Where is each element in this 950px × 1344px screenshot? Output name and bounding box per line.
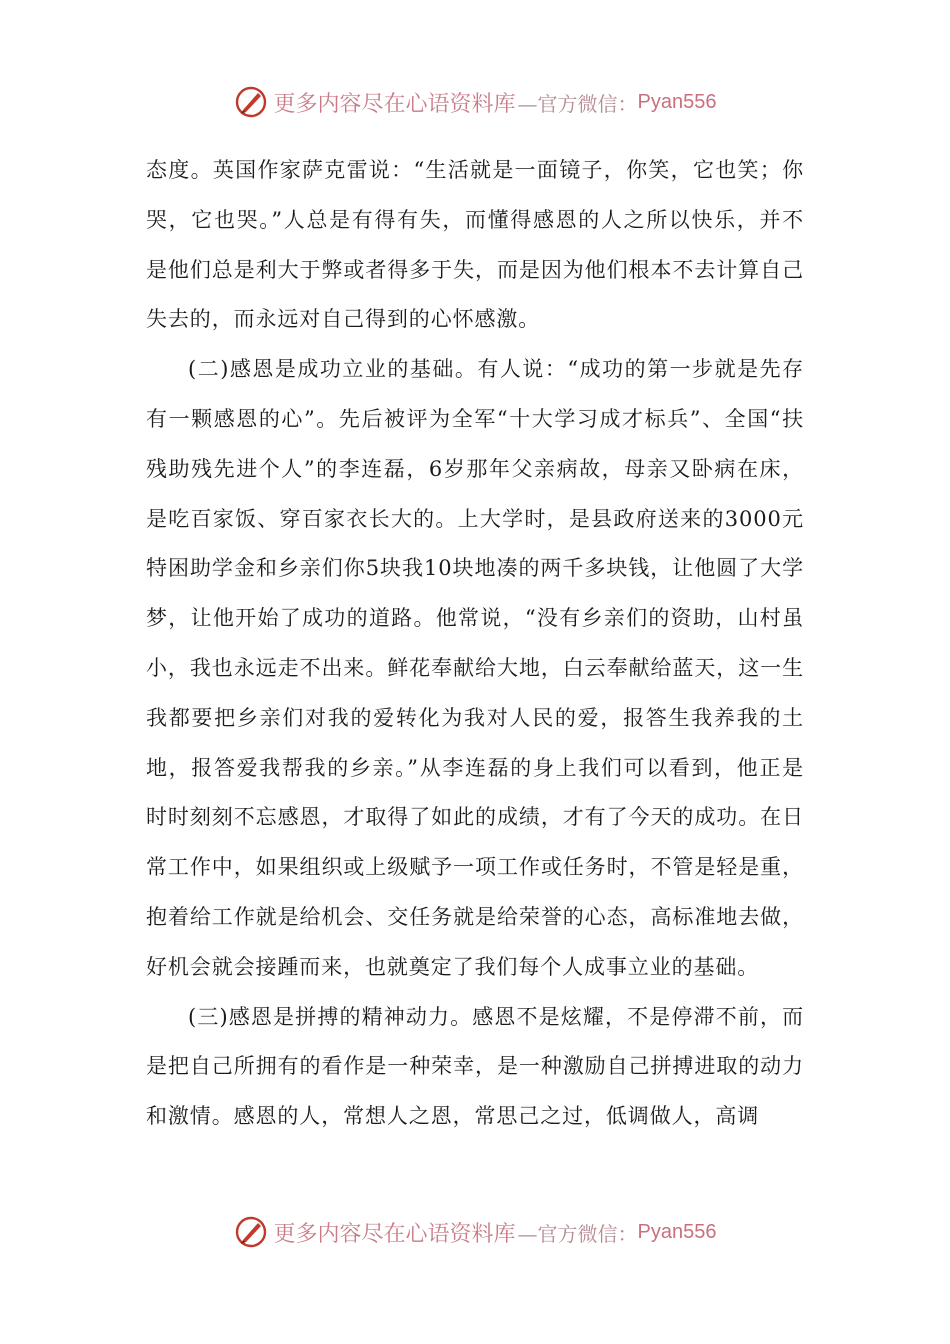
footer-wechat-id: Pyan556 — [637, 1220, 717, 1243]
footer-banner — [0, 1212, 950, 1252]
pen-logo-icon — [234, 1215, 268, 1249]
header-subtitle: —官方微信： — [517, 91, 638, 116]
paragraph-section-three: (三)感恩是拼搏的精神动力。感恩不是炫耀，不是停滞不前，而是把自己所拥有的看作是一种荣幸，是一种激励自己拼搏进取的动力和激情。感恩的人，常想人之恩，常思己之过，低调做人，高调 — [146, 1004, 804, 1129]
header-banner — [0, 82, 950, 122]
paragraph-continuation: 态度。英国作家萨克雷说：“生活就是一面镜子，你笑，它也笑；你哭，它也哭。”人总是有得有失，而懂得感恩的人之所以快乐，并不是他们总是利大于弊或者得多于失，而是因为他们根本不去计算自己失去的，而永远对自己得到的心怀感激。 — [146, 158, 804, 332]
header-wechat-id: Pyan556 — [637, 90, 717, 113]
document-body — [146, 146, 804, 1142]
header-title: 更多内容尽在心语资料库 — [273, 91, 516, 117]
pen-logo-icon — [234, 85, 268, 119]
footer-subtitle: —官方微信： — [517, 1221, 638, 1246]
footer-title: 更多内容尽在心语资料库 — [273, 1221, 516, 1247]
paragraph-section-two: (二)感恩是成功立业的基础。有人说：“成功的第一步就是先存有一颗感恩的心”。先后被评为全军“十大学习成才标兵”、全国“扶残助残先进个人”的李连磊，6岁那年父亲病故，母亲又卧病在床，是吃百家饭、穿百家衣长大的。上大学时，是县政府送来的3000元特困助学金和乡亲们你5块我10块地凑的两千多块钱，让他圆了大学梦，让他开始了成功的道路。他常说，“没有乡亲们的资助，山村虽小，我也永远走不出来。鲜花奉献给大地，白云奉献给蓝天，这一生我都要把乡亲们对我的爱转化为我对人民的爱，报答生我养我的土地，报答爱我帮我的乡亲。”从李连磊的身上我们可以看到，他正是时时刻刻不忘感恩，才取得了如此的成绩，才有了今天的成功。在日常工作中，如果组织或上级赋予一项工作或任务时，不管是轻是重，抱着给工作就是给机会、交任务就是给荣誉的心态，高标准地去做，好机会就会接踵而来，也就奠定了我们每个人成事立业的基础。 — [146, 357, 804, 979]
